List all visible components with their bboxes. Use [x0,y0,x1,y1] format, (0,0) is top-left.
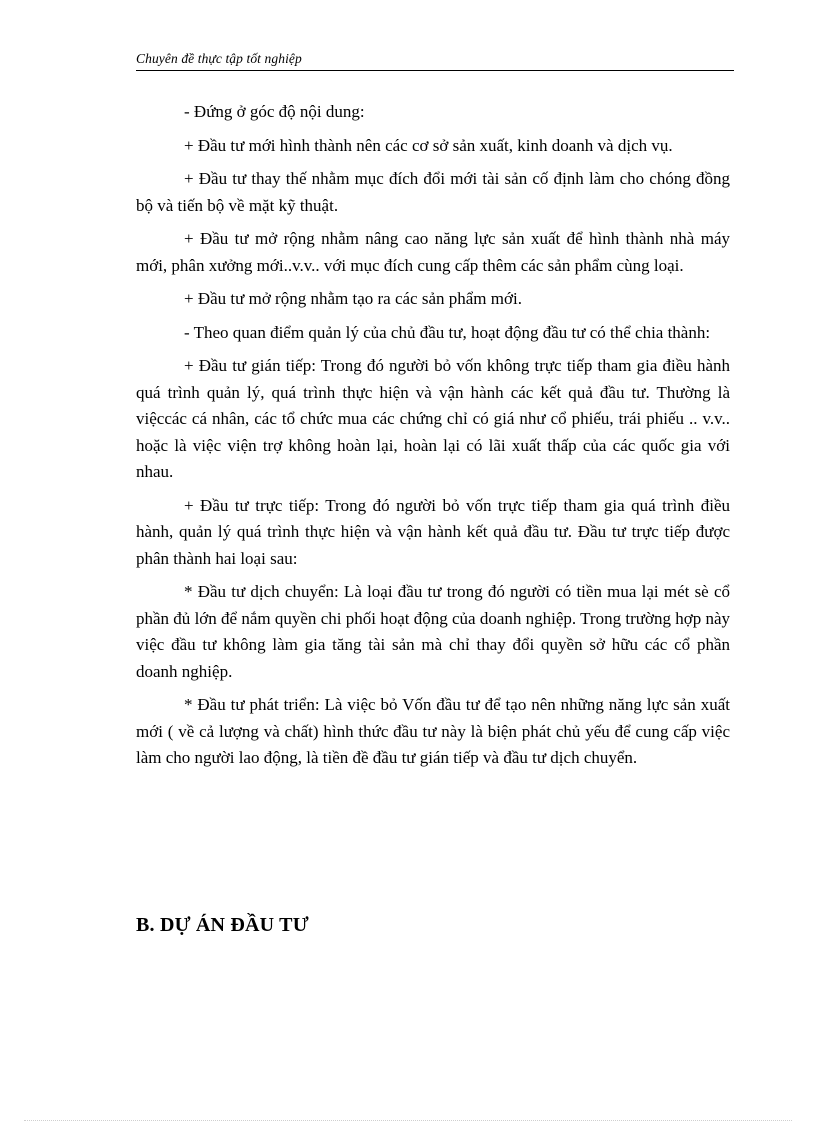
page-header [136,50,734,71]
section-heading: B. DỰ ÁN ĐẦU TƯ [136,914,309,936]
paragraph-content-perspective: - Đứng ở góc độ nội dung: [184,102,365,121]
paragraph-expansion-new-products: + Đầu tư mở rộng nhằm tạo ra các sản phẩm mới. [184,289,522,308]
paragraph-expansion-capacity: + Đầu tư mở rộng nhằm nâng cao năng lực sản xuất để hình thành nhà máy mới, phân xưởng mới..v.v.. với mục đích cung cấp thêm các sản phẩm cùng loại. [136,229,730,275]
paragraph-replacement-investment: + Đầu tư thay thế nhằm mục đích đổi mới tài sản cố định làm cho chóng đồng bộ và tiến bộ về mặt kỹ thuật. [136,169,730,215]
paragraph-management-perspective: - Theo quan điểm quản lý của chủ đầu tư, hoạt động đầu tư có thể chia thành: [184,322,711,342]
paragraph-direct-investment: + Đầu tư trực tiếp: Trong đó người bỏ vốn trực tiếp tham gia quá trình điều hành, quản lý quá trình thực hiện và vận hành kết quả đầu tư. Đầu tư trực tiếp được phân thành hai loại sau: [136,495,730,568]
header-title: Chuyên đề thực tập tốt nghiệp [136,51,302,66]
page-bottom-divider [24,1120,792,1121]
paragraph-indirect-investment: + Đầu tư gián tiếp: Trong đó người bỏ vốn không trực tiếp tham gia điều hành quá trình quản lý, quá trình thực hiện và vận hành các kết quả đầu tư. Thường là việccác cá nhân, các tổ chức mua các chứng chỉ có giá như cổ phiếu, trái phiếu .. v.v.. hoặc là việc viện trợ không hoàn lại, hoàn lại có lãi xuất thấp của các quốc gia với nhau. [136,356,730,481]
body-text [136,99,730,779]
paragraph-development-investment: * Đầu tư phát triển: Là việc bỏ Vốn đầu tư để tạo nên những năng lực sản xuất mới ( về cả lượng và chất) hình thức đầu tư này là biện phát chủ yếu để cung cấp việc làm cho người lao động, là tiền đề đầu tư gián tiếp và đầu tư dịch chuyển. [136,695,730,767]
paragraph-transfer-investment: * Đầu tư dịch chuyển: Là loại đầu tư trong đó người có tiền mua lại mét sè cổ phần đủ lớn để nắm quyền chi phối hoạt động của doanh nghiệp. Trong trường hợp này việc đầu tư không làm gia tăng tài sản mà chỉ thay đổi quyền sở hữu các cổ phần doanh nghiệp. [136,582,730,681]
paragraph-new-investment: + Đầu tư mới hình thành nên các cơ sở sản xuất, kinh doanh và dịch vụ. [184,135,673,155]
